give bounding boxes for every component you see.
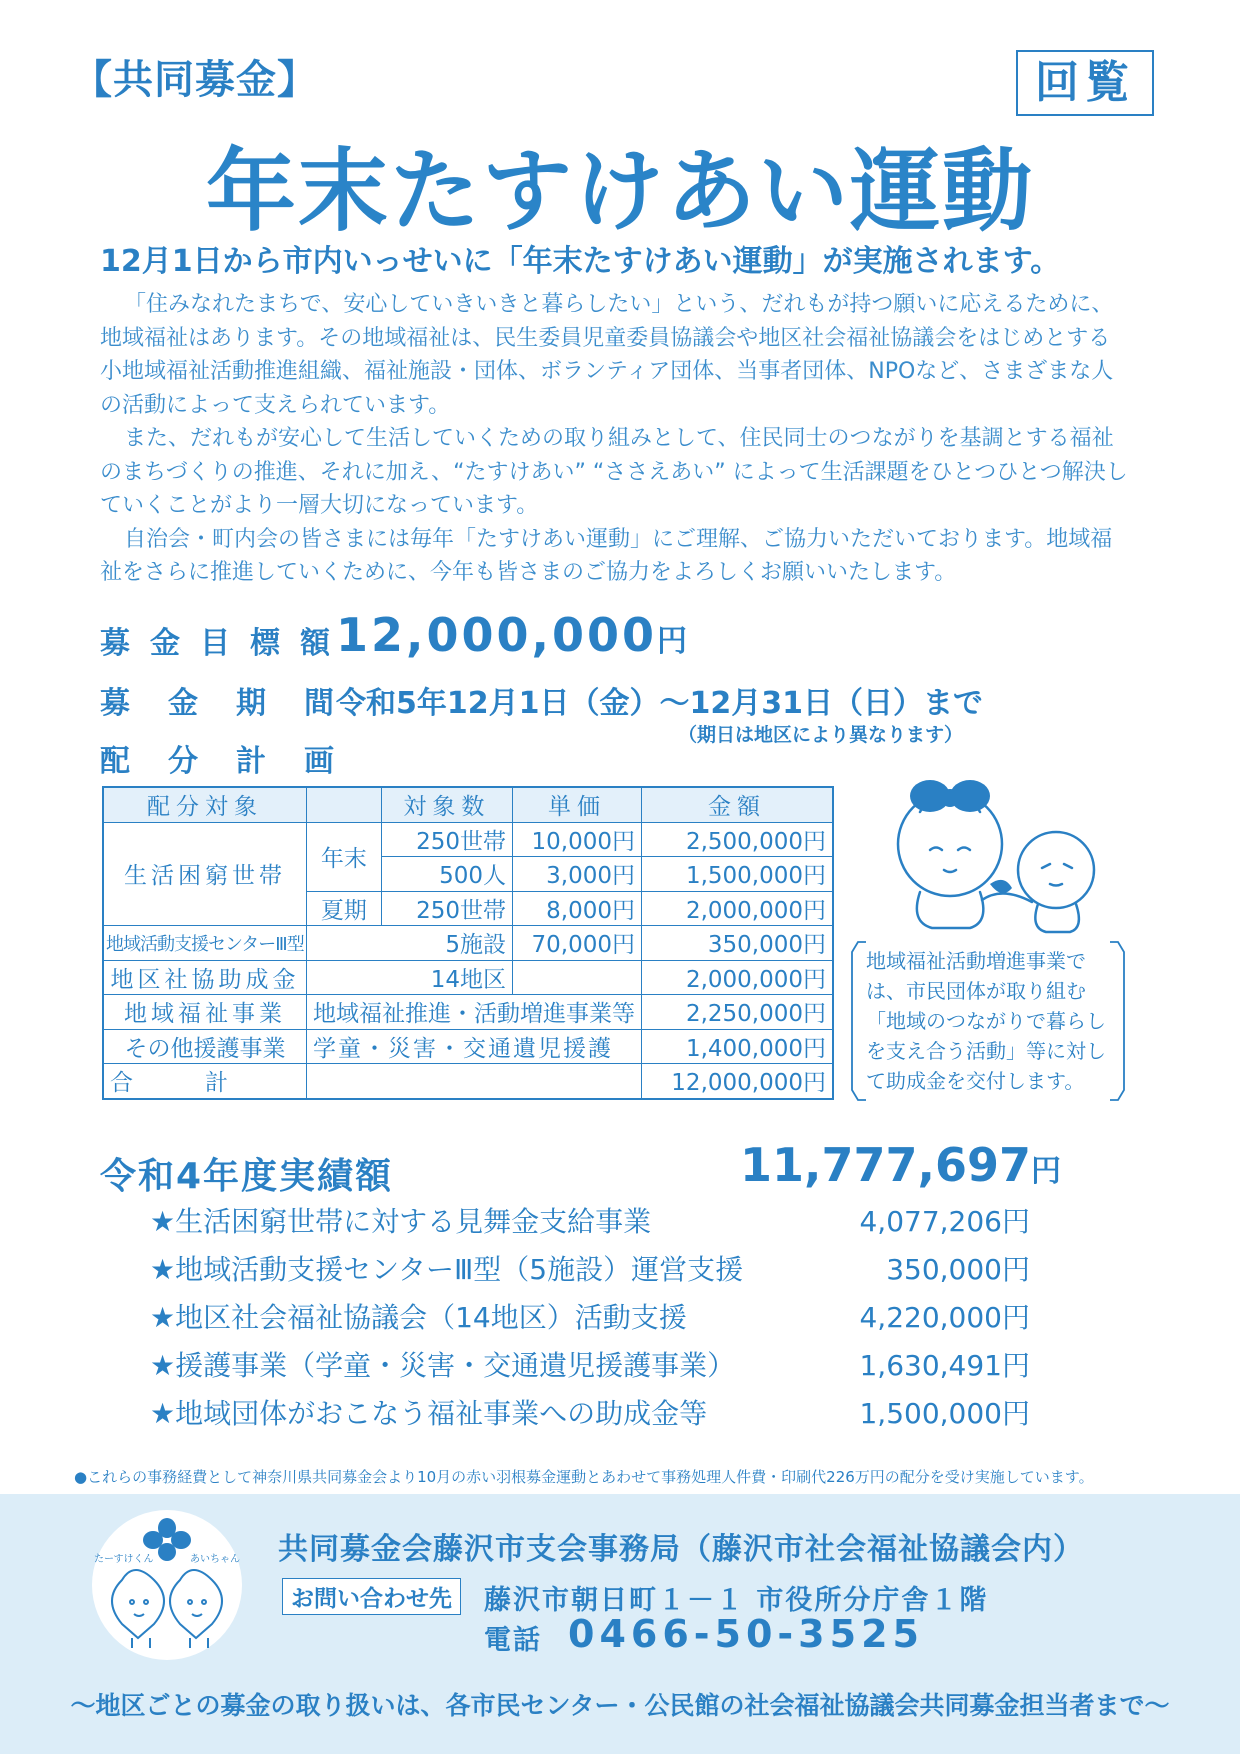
performance-total [740, 1138, 1061, 1192]
district-label: 地区社協助成金 [103, 960, 307, 995]
item-name: ★地域活動支援センターⅢ型（5施設）運営支援 [150, 1253, 744, 1286]
amount-cell: 350,000円 [642, 926, 834, 961]
unit-price-cell: 70,000円 [512, 926, 641, 961]
goal-unit: 円 [657, 624, 688, 659]
intro-paragraph: 「住みなれたまちで、安心していきいきと暮らしたい」という、だれもが持つ願いに応えるために、地域福祉はあります。その地域福祉は、民生委員児童委員協議会や地区社会福祉協議会をはじめとする小地域福祉活動推進組織、福祉施設・団体、ボランティア団体、当事者団体、NPOなど、さまざまな人の活動によって支えられています。 [100, 292, 1114, 418]
table-row [103, 960, 833, 995]
item-name: ★地域団体がおこなう福祉事業への助成金等 [150, 1397, 708, 1430]
period-value: 令和5年12月1日（金）～12月31日（日）まで [336, 686, 983, 721]
goal-amount [336, 608, 687, 662]
amount-cell: 2,250,000円 [642, 995, 834, 1030]
list-item [150, 1344, 1030, 1392]
amount-cell: 1,500,000円 [642, 857, 834, 892]
performance-unit: 円 [1031, 1154, 1062, 1189]
unit-price-cell: 10,000円 [512, 822, 641, 857]
phone-label: 電話 [484, 1625, 542, 1656]
welfare-desc: 地域福祉推進・活動増進事業等 [307, 995, 642, 1030]
amount-cell: 2,500,000円 [642, 822, 834, 857]
intro-text [100, 288, 1130, 590]
inquiry-label: お問い合わせ先 [282, 1578, 461, 1615]
count-cell: 500人 [381, 857, 512, 892]
performance-label: 令和4年度実績額 [100, 1156, 394, 1197]
amount-cell: 1,400,000円 [642, 1029, 834, 1064]
item-amount: 1,630,491円 [859, 1349, 1030, 1382]
goal-amount-value: 12,000,000 [336, 608, 658, 662]
item-amount: 1,500,000円 [859, 1397, 1030, 1430]
item-amount: 4,077,206円 [859, 1205, 1030, 1238]
distribution-table [102, 786, 834, 1100]
table-header [307, 787, 382, 822]
table-header: 金額 [642, 787, 834, 822]
list-item [150, 1248, 1030, 1296]
unit-price-cell: 3,000円 [512, 857, 641, 892]
poor-households-label: 生活困窮世帯 [103, 822, 307, 926]
item-name: ★地区社会福祉協議会（14地区）活動支援 [150, 1301, 687, 1334]
plan-label: 配分計画 [100, 744, 372, 779]
footnote: ●これらの事務経費として神奈川県共同募金会より10月の赤い羽根募金運動とあわせて事務処理人件費・印刷代226万円の配分を受け実施しています。 [74, 1468, 1094, 1486]
summer-label: 夏期 [307, 891, 382, 926]
phone-number: 0466-50-3525 [568, 1612, 924, 1656]
page-title: 年末たすけあい運動 [206, 139, 1034, 244]
mascot-left-name: たーすけくん [94, 1554, 154, 1565]
period-label: 募金期間 [100, 686, 372, 721]
side-note: 地域福祉活動増進事業では、市民団体が取り組む「地域のつながりで暮らしを支え合う活動」等に対して助成金を交付します。 [866, 949, 1106, 1093]
list-item [150, 1200, 1030, 1248]
item-amount: 4,220,000円 [859, 1301, 1030, 1334]
year-end-label: 年末 [307, 822, 382, 891]
other-label: その他援護事業 [103, 1029, 307, 1064]
table-row [103, 926, 833, 961]
list-item [150, 1296, 1030, 1344]
table-row [103, 1064, 833, 1099]
item-name: ★生活困窮世帯に対する見舞金支給事業 [150, 1205, 652, 1238]
table-header: 配分対象 [103, 787, 307, 822]
intro-paragraph: 自治会・町内会の皆さまには毎年「たすけあい運動」にご理解、ご協力いただいております。地域福祉をさらに推進していくために、今年も皆さまのご協力をよろしくお願いいたします。 [100, 526, 1113, 585]
table-row [103, 1029, 833, 1064]
mascot-right-name: あいちゃん [190, 1554, 240, 1565]
period-note: （期日は地区により異なります） [678, 724, 964, 746]
mascot-illustration [870, 772, 1120, 942]
table-row [103, 822, 833, 857]
circulate-stamp: 回覧 [1016, 50, 1154, 116]
mascot-logo-icon [92, 1510, 242, 1660]
intro-paragraph: また、だれもが安心して生活していくための取り組みとして、住民同士のつながりを基調とする福祉のまちづくりの推進、それに加え、“たすけあい” “ささえあい” によって生活課題をひとつひとつ解決していくことがより一層大切になっています。 [100, 426, 1128, 518]
table-header-row [103, 787, 833, 822]
mascot-badge [92, 1510, 242, 1660]
count-cell: 5施設 [307, 926, 513, 961]
address: 藤沢市朝日町１－１ 市役所分庁舎１階 [484, 1585, 989, 1616]
list-item [150, 1392, 1030, 1440]
amount-cell: 2,000,000円 [642, 960, 834, 995]
empty-cell [307, 1064, 642, 1099]
performance-list [150, 1200, 1030, 1440]
subtitle: 12月1日から市内いっせいに「年末たすけあい運動」が実施されます。 [100, 244, 1061, 279]
goal-label: 募金目標額 [100, 626, 350, 661]
performance-total-value: 11,777,697 [740, 1138, 1032, 1192]
count-cell: 250世帯 [381, 891, 512, 926]
unit-price-cell: 8,000円 [512, 891, 641, 926]
count-cell: 14地区 [307, 960, 513, 995]
table-row [103, 995, 833, 1030]
center-label: 地域活動支援センターⅢ型 [103, 926, 307, 961]
item-amount: 350,000円 [886, 1253, 1030, 1286]
table-header: 対象数 [381, 787, 512, 822]
office-name: 共同募金会藤沢市支会事務局（藤沢市社会福祉協議会内） [278, 1532, 1084, 1567]
welfare-label: 地域福祉事業 [103, 995, 307, 1030]
item-name: ★援護事業（学童・災害・交通遺児援護事業） [150, 1349, 736, 1382]
count-cell: 250世帯 [381, 822, 512, 857]
campaign-tag: 【共同募金】 [72, 57, 318, 103]
other-desc: 学童・災害・交通遺児援護 [307, 1029, 642, 1064]
footer-note: ～地区ごとの募金の取り扱いは、各市民センター・公民館の社会福祉協議会共同募金担当者まで～ [70, 1691, 1170, 1720]
amount-cell: 2,000,000円 [642, 891, 834, 926]
table-header: 単価 [512, 787, 641, 822]
total-amount: 12,000,000円 [642, 1064, 834, 1099]
total-label: 合計 [103, 1064, 307, 1099]
empty-cell [512, 960, 641, 995]
